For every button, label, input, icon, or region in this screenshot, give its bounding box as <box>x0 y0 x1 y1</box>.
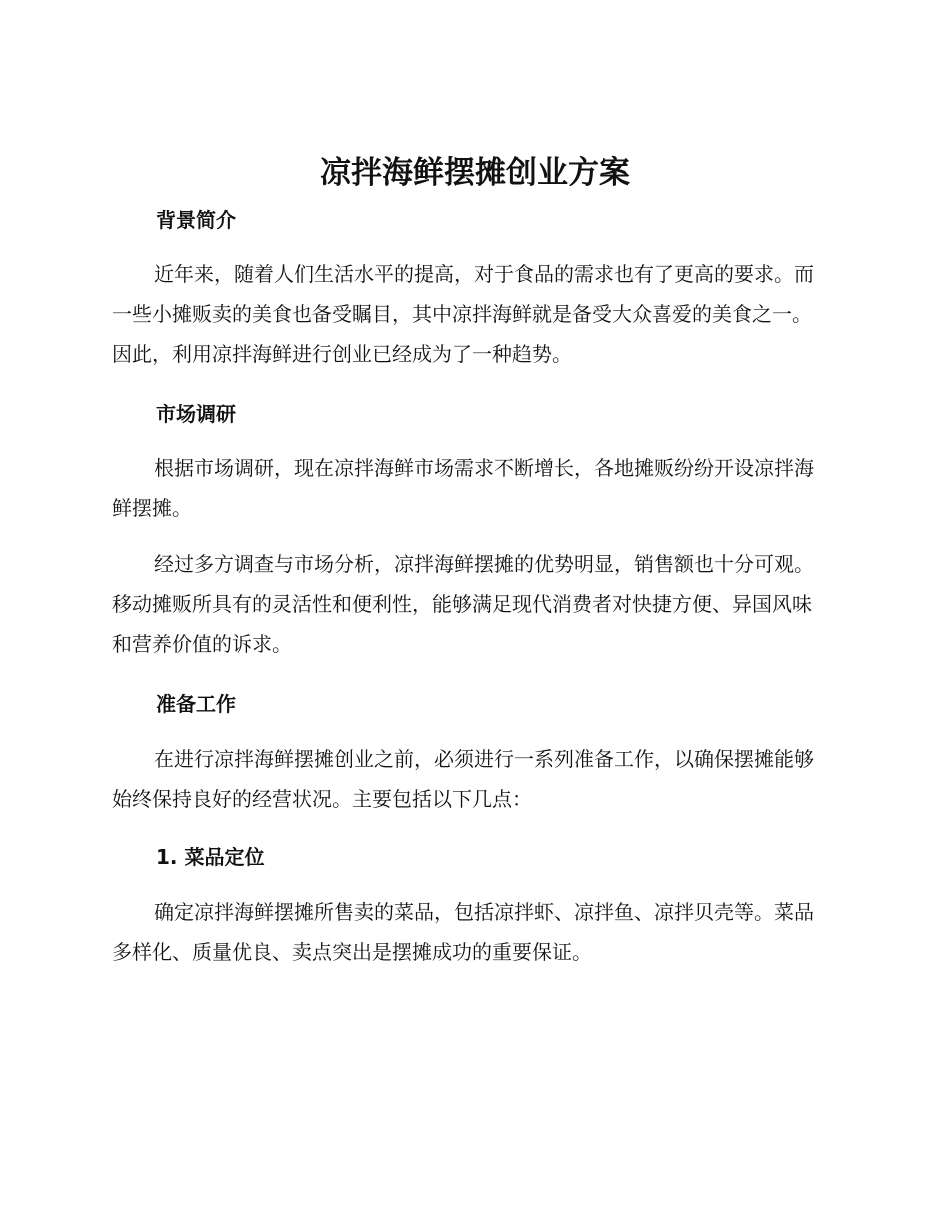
paragraph-market-research-2: 经过多方调查与市场分析，凉拌海鲜摆摊的优势明显，销售额也十分可观。移动摊贩所具有的灵活性和便利性，能够满足现代消费者对快捷方便、异国风味和营养价值的诉求。 <box>112 552 814 656</box>
section-heading-market-research: 市场调研 <box>156 402 236 426</box>
paragraph-background: 近年来，随着人们生活水平的提高，对于食品的需求也有了更高的要求。而一些小摊贩卖的美食也备受瞩目，其中凉拌海鲜就是备受大众喜爱的美食之一。因此，利用凉拌海鲜进行创业已经成为了一种趋势。 <box>112 262 814 366</box>
paragraph-preparation: 在进行凉拌海鲜摆摊创业之前，必须进行一系列准备工作，以确保摆摊能够始终保持良好的经营状况。主要包括以下几点： <box>112 747 814 811</box>
document-title: 凉拌海鲜摆摊创业方案 <box>320 155 630 191</box>
section-heading-preparation: 准备工作 <box>156 692 236 716</box>
paragraph-market-research-1: 根据市场调研，现在凉拌海鲜市场需求不断增长，各地摊贩纷纷开设凉拌海鲜摆摊。 <box>112 456 814 520</box>
subheading-dish-positioning: 1. 菜品定位 <box>156 845 265 869</box>
section-heading-background: 背景简介 <box>156 208 236 232</box>
paragraph-dish-positioning: 确定凉拌海鲜摆摊所售卖的菜品，包括凉拌虾、凉拌鱼、凉拌贝壳等。菜品多样化、质量优良、卖点突出是摆摊成功的重要保证。 <box>112 900 814 964</box>
